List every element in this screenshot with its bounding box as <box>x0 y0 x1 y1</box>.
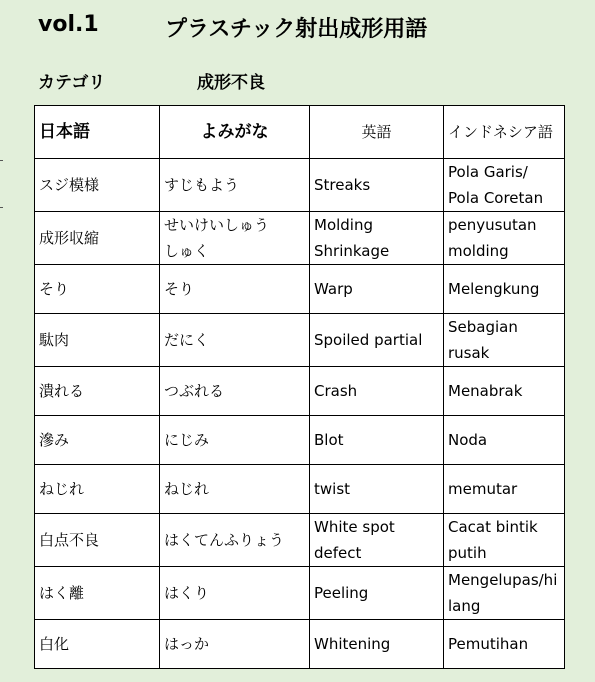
cell-english: Spoiled partial <box>310 314 444 367</box>
cell-japanese: はく離 <box>35 567 160 620</box>
table-row <box>35 265 565 314</box>
cell-english: Warp <box>310 265 444 314</box>
margin-tick <box>0 207 3 208</box>
table-row <box>35 567 565 620</box>
cell-indonesian: Melengkung <box>444 265 565 314</box>
table-row <box>35 367 565 416</box>
cell-english: Peeling <box>310 567 444 620</box>
cell-english: Molding Shrinkage <box>310 212 444 265</box>
cell-reading: はくてんふりょう <box>160 514 310 567</box>
cell-japanese: スジ模様 <box>35 159 160 212</box>
cell-indonesian: Sebagian rusak <box>444 314 565 367</box>
cell-japanese: 成形収縮 <box>35 212 160 265</box>
cell-japanese: 白化 <box>35 620 160 669</box>
cell-english: White spot defect <box>310 514 444 567</box>
cell-japanese: 白点不良 <box>35 514 160 567</box>
cell-reading: ねじれ <box>160 465 310 514</box>
cell-reading: にじみ <box>160 416 310 465</box>
page-title: プラスチック射出成形用語 <box>165 17 428 42</box>
header-reading: よみがな <box>160 106 310 159</box>
header-japanese: 日本語 <box>35 106 160 159</box>
header-english: 英語 <box>310 106 444 159</box>
cell-indonesian: Pemutihan <box>444 620 565 669</box>
cell-japanese: 潰れる <box>35 367 160 416</box>
cell-japanese: そり <box>35 265 160 314</box>
cell-english: Whitening <box>310 620 444 669</box>
table-row <box>35 159 565 212</box>
table-row <box>35 465 565 514</box>
cell-reading: すじもよう <box>160 159 310 212</box>
table-row <box>35 212 565 265</box>
cell-japanese: ねじれ <box>35 465 160 514</box>
table-row <box>35 620 565 669</box>
margin-tick <box>0 160 3 161</box>
cell-japanese: 滲み <box>35 416 160 465</box>
cell-reading: はっか <box>160 620 310 669</box>
cell-reading: そり <box>160 265 310 314</box>
cell-reading: だにく <box>160 314 310 367</box>
table-row <box>35 514 565 567</box>
category-label: カテゴリ <box>38 73 106 93</box>
category-value: 成形不良 <box>197 73 265 93</box>
cell-english: Streaks <box>310 159 444 212</box>
cell-indonesian: penyusutan molding <box>444 212 565 265</box>
table-row <box>35 314 565 367</box>
table-header-row <box>35 106 565 159</box>
cell-indonesian: memutar <box>444 465 565 514</box>
volume-label: vol.1 <box>38 12 99 37</box>
header-indonesian: インドネシア語 <box>444 106 565 159</box>
glossary-table <box>34 105 565 669</box>
cell-english: twist <box>310 465 444 514</box>
cell-reading: はくり <box>160 567 310 620</box>
cell-english: Crash <box>310 367 444 416</box>
cell-english: Blot <box>310 416 444 465</box>
cell-indonesian: Mengelupas/hi lang <box>444 567 565 620</box>
cell-reading: つぶれる <box>160 367 310 416</box>
cell-japanese: 駄肉 <box>35 314 160 367</box>
cell-indonesian: Pola Garis/ Pola Coretan <box>444 159 565 212</box>
table-row <box>35 416 565 465</box>
cell-reading: せいけいしゅう しゅく <box>160 212 310 265</box>
cell-indonesian: Menabrak <box>444 367 565 416</box>
cell-indonesian: Cacat bintik putih <box>444 514 565 567</box>
cell-indonesian: Noda <box>444 416 565 465</box>
